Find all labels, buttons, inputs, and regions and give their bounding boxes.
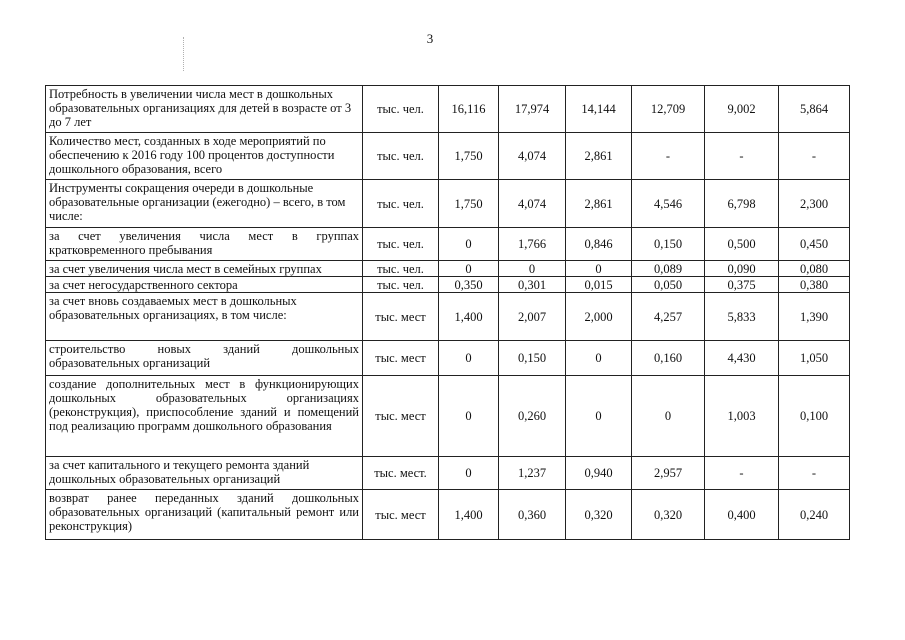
row-description — [46, 490, 363, 540]
value-cell: 5,864 — [779, 86, 850, 133]
value-cell: 0,090 — [705, 261, 779, 277]
row-description: за счет вновь создаваемых мест в дошкольных образовательных организациях, в том числе: — [46, 293, 363, 341]
value-cell: 0,450 — [779, 228, 850, 261]
value-cell: 0,846 — [566, 228, 632, 261]
value-cell: 4,074 — [499, 133, 566, 180]
value-cell: 1,766 — [499, 228, 566, 261]
value-cell: 0,360 — [499, 490, 566, 540]
margin-dots — [183, 37, 186, 71]
row-unit: тыс. чел. — [363, 261, 439, 277]
value-cell: 0,160 — [632, 341, 705, 376]
value-cell: 1,400 — [439, 490, 499, 540]
value-cell: 0 — [566, 341, 632, 376]
value-cell: 0 — [439, 261, 499, 277]
table-row — [46, 341, 850, 376]
value-cell: 16,116 — [439, 86, 499, 133]
value-cell: - — [779, 133, 850, 180]
value-cell: 0,150 — [499, 341, 566, 376]
row-unit: тыс. мест. — [363, 457, 439, 490]
table-row — [46, 86, 850, 133]
page-number: 3 — [426, 31, 434, 46]
row-description-text: строительство новых зданий дошкольных образовательных организаций — [49, 342, 359, 370]
value-cell: 2,861 — [566, 133, 632, 180]
value-cell: 0 — [439, 228, 499, 261]
value-cell: 4,074 — [499, 180, 566, 228]
value-cell: 1,750 — [439, 180, 499, 228]
value-cell: 1,390 — [779, 293, 850, 341]
row-description: Потребность в увеличении числа мест в дошкольных образовательных организациях для детей в возрасте от 3 до 7 лет — [46, 86, 363, 133]
value-cell: 2,957 — [632, 457, 705, 490]
row-unit: тыс. чел. — [363, 86, 439, 133]
value-cell: 4,257 — [632, 293, 705, 341]
value-cell: 0 — [566, 261, 632, 277]
value-cell: 4,430 — [705, 341, 779, 376]
row-description — [46, 228, 363, 261]
row-description: за счет увеличения числа мест в семейных группах — [46, 261, 363, 277]
value-cell: 0 — [439, 376, 499, 457]
value-cell: 4,546 — [632, 180, 705, 228]
row-unit: тыс. чел. — [363, 277, 439, 293]
data-table — [45, 85, 850, 540]
value-cell: 2,000 — [566, 293, 632, 341]
value-cell: 2,007 — [499, 293, 566, 341]
value-cell: 1,400 — [439, 293, 499, 341]
value-cell: 17,974 — [499, 86, 566, 133]
row-description-text: возврат ранее переданных зданий дошкольных образовательных организаций (капитальный ремонт или реконструкция) — [49, 491, 359, 533]
table-row — [46, 490, 850, 540]
value-cell: 0,940 — [566, 457, 632, 490]
value-cell: 5,833 — [705, 293, 779, 341]
row-description: за счет капитального и текущего ремонта зданий дошкольных образовательных организаций — [46, 457, 363, 490]
row-unit: тыс. мест — [363, 293, 439, 341]
value-cell: 0,150 — [632, 228, 705, 261]
row-description — [46, 376, 363, 457]
value-cell: 2,300 — [779, 180, 850, 228]
value-cell: 1,237 — [499, 457, 566, 490]
value-cell: 0 — [566, 376, 632, 457]
row-description-text: создание дополнительных мест в функционирующих дошкольных образовательных организациях (реконструкция), приспособление зданий и помещений под реализацию программ дошкольного образования — [49, 377, 359, 433]
value-cell: 0,089 — [632, 261, 705, 277]
value-cell: 1,003 — [705, 376, 779, 457]
value-cell: 12,709 — [632, 86, 705, 133]
table-row — [46, 133, 850, 180]
row-unit: тыс. мест — [363, 490, 439, 540]
value-cell: 1,050 — [779, 341, 850, 376]
value-cell: 0 — [439, 457, 499, 490]
row-description: Количество мест, созданных в ходе мероприятий по обеспечению к 2016 году 100 процентов доступности дошкольного образования, всего — [46, 133, 363, 180]
value-cell: 0,380 — [779, 277, 850, 293]
value-cell: 0,080 — [779, 261, 850, 277]
table-row — [46, 277, 850, 293]
table-row — [46, 180, 850, 228]
value-cell: - — [705, 457, 779, 490]
value-cell: 0 — [632, 376, 705, 457]
value-cell: 0,015 — [566, 277, 632, 293]
value-cell: - — [632, 133, 705, 180]
value-cell: 0,240 — [779, 490, 850, 540]
table-row — [46, 457, 850, 490]
table-row — [46, 261, 850, 277]
row-description — [46, 341, 363, 376]
row-unit: тыс. мест — [363, 341, 439, 376]
table-row — [46, 228, 850, 261]
row-unit: тыс. чел. — [363, 133, 439, 180]
value-cell: - — [779, 457, 850, 490]
row-unit: тыс. чел. — [363, 228, 439, 261]
value-cell: 6,798 — [705, 180, 779, 228]
value-cell: 0,301 — [499, 277, 566, 293]
value-cell: 0,260 — [499, 376, 566, 457]
value-cell: 0,100 — [779, 376, 850, 457]
value-cell: - — [705, 133, 779, 180]
value-cell: 0,050 — [632, 277, 705, 293]
value-cell: 0 — [499, 261, 566, 277]
row-unit: тыс. мест — [363, 376, 439, 457]
value-cell: 9,002 — [705, 86, 779, 133]
value-cell: 0,375 — [705, 277, 779, 293]
value-cell: 1,750 — [439, 133, 499, 180]
value-cell: 0,320 — [632, 490, 705, 540]
value-cell: 0,320 — [566, 490, 632, 540]
row-description: за счет негосударственного сектора — [46, 277, 363, 293]
value-cell: 0 — [439, 341, 499, 376]
row-unit: тыс. чел. — [363, 180, 439, 228]
value-cell: 14,144 — [566, 86, 632, 133]
value-cell: 0,500 — [705, 228, 779, 261]
value-cell: 0,350 — [439, 277, 499, 293]
row-description: Инструменты сокращения очереди в дошкольные образовательные организации (ежегодно) – всего, в том числе: — [46, 180, 363, 228]
table-row — [46, 293, 850, 341]
value-cell: 0,400 — [705, 490, 779, 540]
value-cell: 2,861 — [566, 180, 632, 228]
row-description-text: за счет увеличения числа мест в группах кратковременного пребывания — [49, 229, 359, 257]
table-row — [46, 376, 850, 457]
